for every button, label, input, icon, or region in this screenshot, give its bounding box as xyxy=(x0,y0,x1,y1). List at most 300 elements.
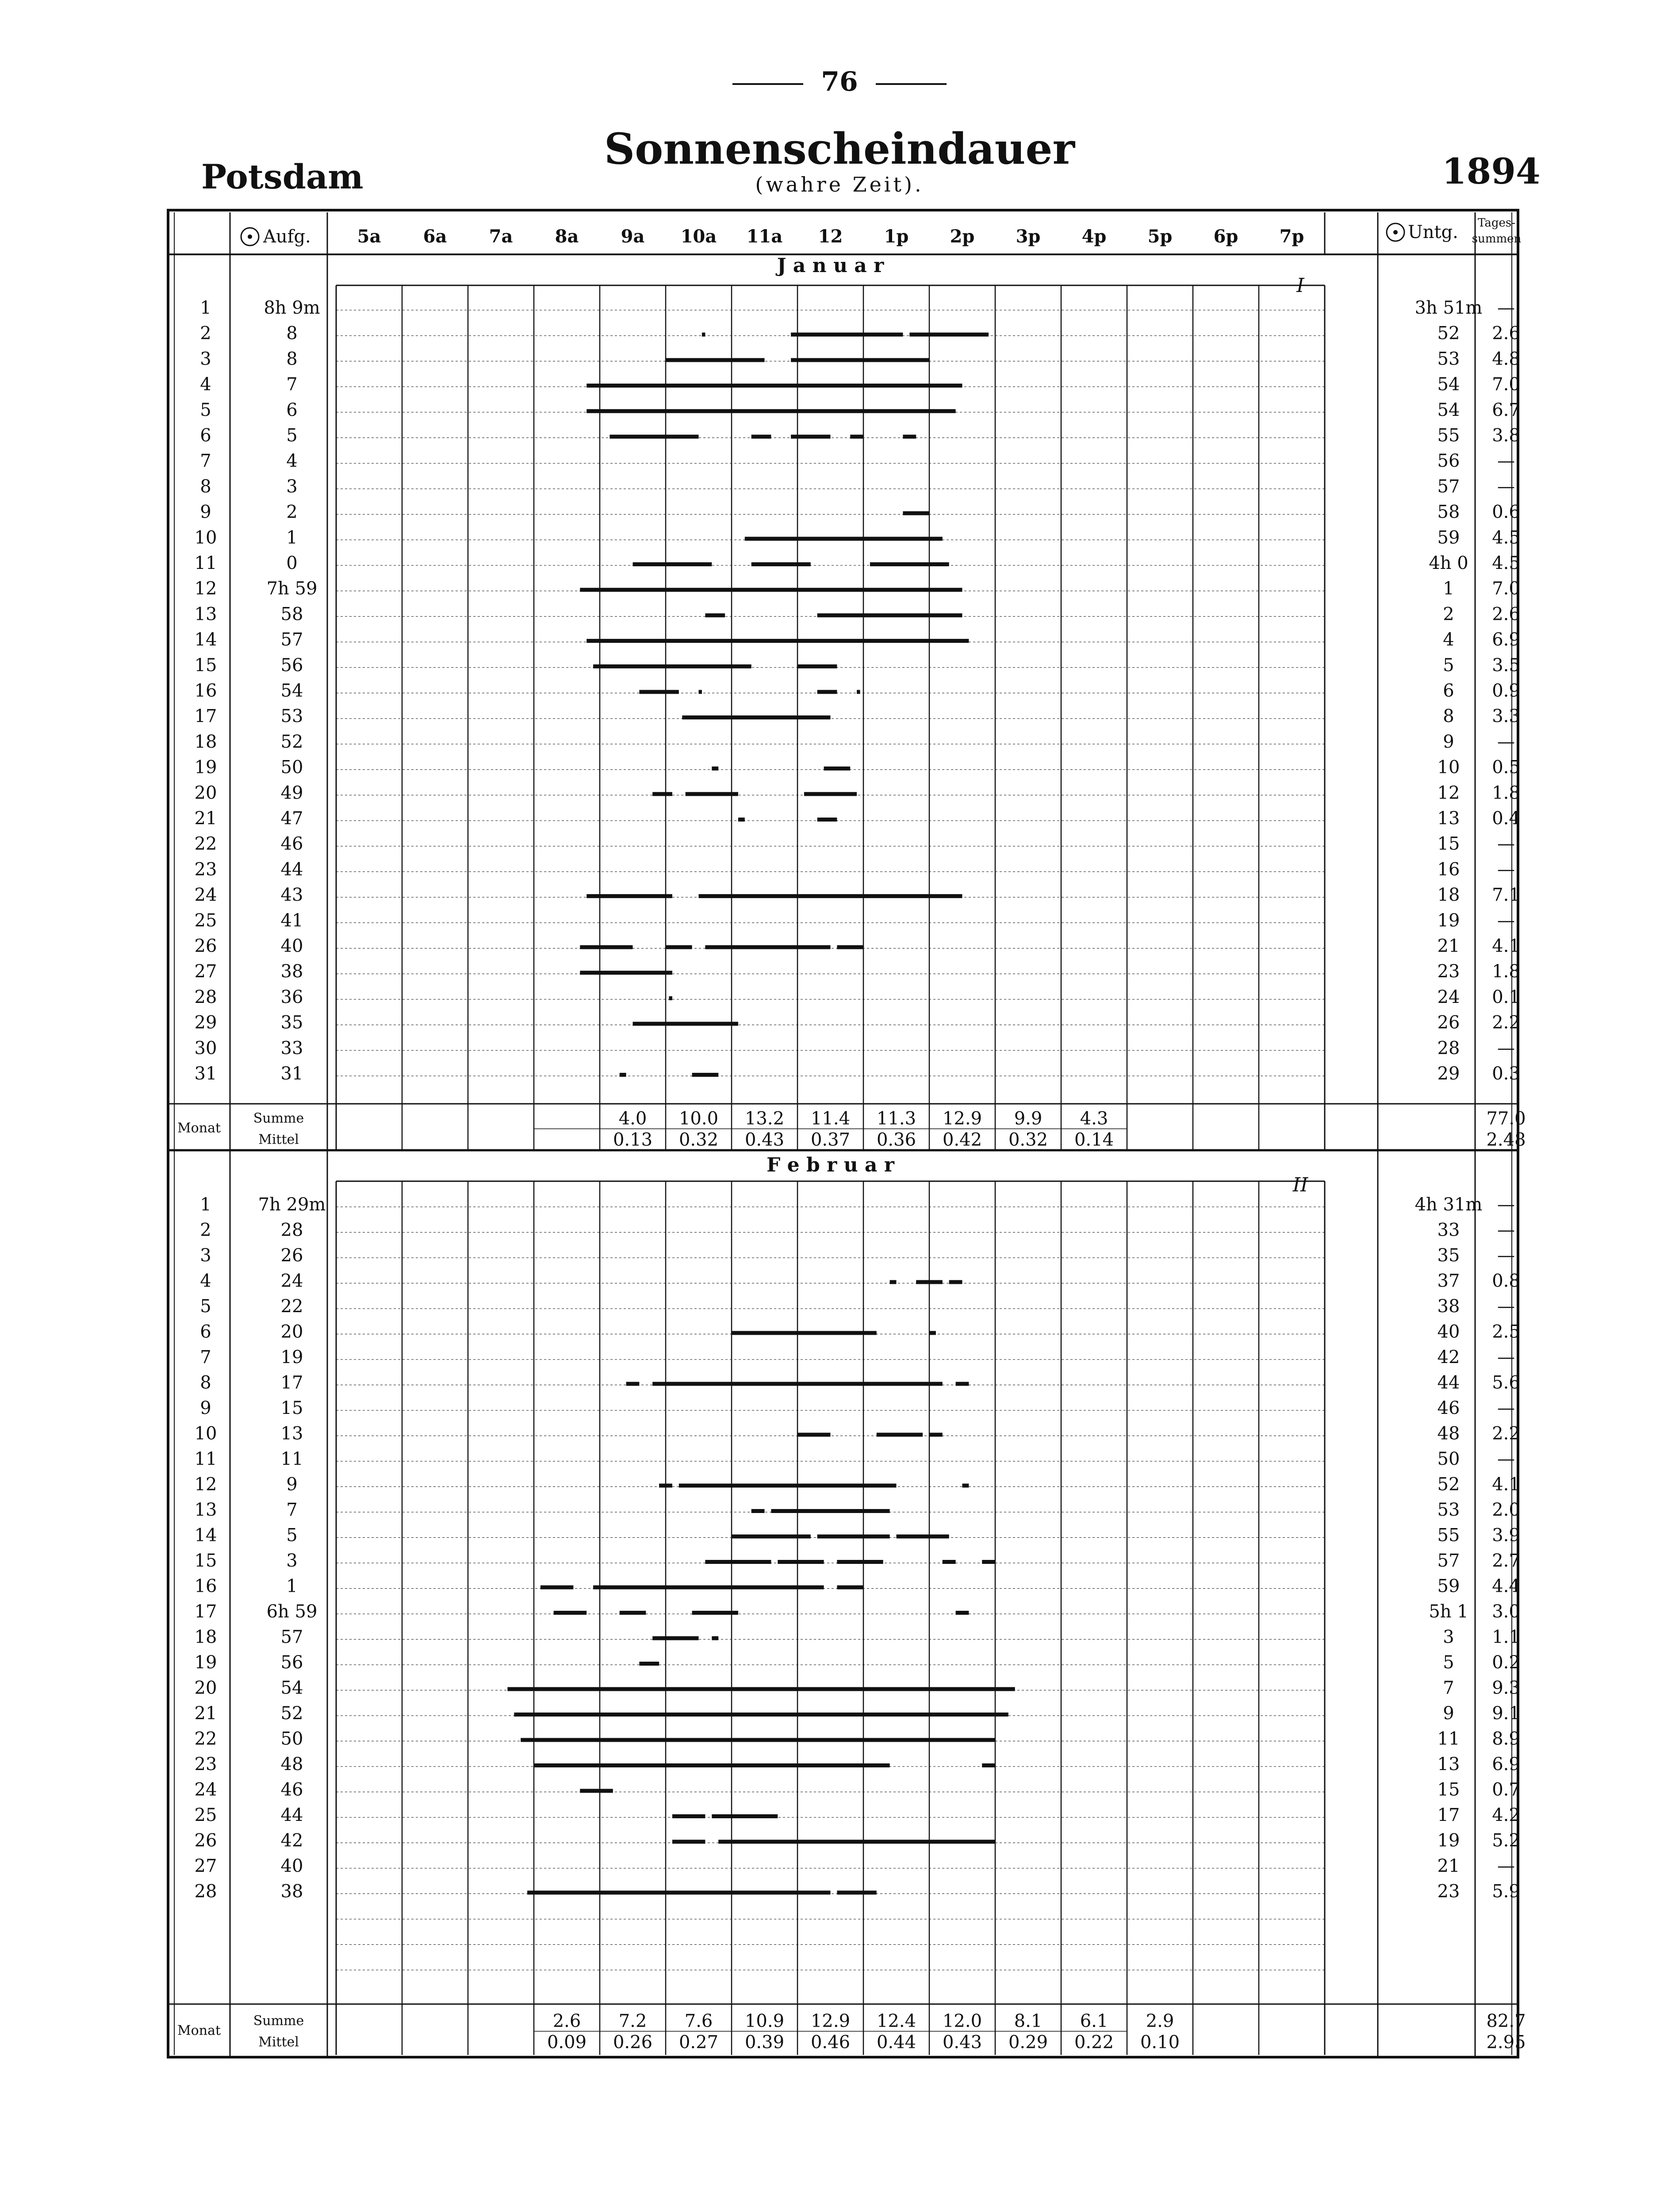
sunrise-time: 5 xyxy=(286,425,298,446)
sunshine-trace xyxy=(659,1484,672,1488)
sunshine-trace xyxy=(521,1738,995,1742)
sunshine-trace xyxy=(580,588,962,592)
day-number: 23 xyxy=(194,1754,217,1774)
daily-total: — xyxy=(1497,1220,1515,1240)
hourly-sum: 10.0 xyxy=(678,1108,719,1129)
sunrise-time: 8h 9m xyxy=(264,298,320,318)
sunrise-time: 41 xyxy=(280,910,303,931)
sunshine-trace xyxy=(837,1891,876,1895)
sunshine-trace xyxy=(672,1814,705,1818)
sunshine-trace xyxy=(514,1713,1008,1717)
sunset-time: 3 xyxy=(1443,1627,1454,1647)
daily-total: 0.1 xyxy=(1492,987,1520,1007)
daily-total: — xyxy=(1497,1398,1515,1418)
hourly-mean: 0.44 xyxy=(876,2032,916,2053)
sunrise-time: 2 xyxy=(286,502,298,522)
day-number: 21 xyxy=(194,808,217,829)
day-number: 17 xyxy=(194,1601,217,1622)
month-name: J a n u a r xyxy=(777,254,884,277)
hourly-sum: 10.9 xyxy=(744,2011,785,2032)
sunshine-trace xyxy=(666,358,765,362)
sun-symbol-icon xyxy=(1393,230,1398,234)
daily-total: 7.0 xyxy=(1492,374,1520,395)
hourly-mean: 0.22 xyxy=(1074,2032,1114,2053)
sunset-time: 16 xyxy=(1437,859,1460,880)
sunset-time: 42 xyxy=(1437,1347,1460,1367)
daily-total: 4.5 xyxy=(1492,527,1520,548)
day-number: 10 xyxy=(194,527,217,548)
sunshine-trace xyxy=(817,690,837,694)
daily-total: — xyxy=(1497,1347,1515,1367)
daily-total: 0.6 xyxy=(1492,502,1520,522)
hour-label-9a: 9a xyxy=(621,226,645,247)
hour-label-4p: 4p xyxy=(1081,226,1107,247)
sunset-time: 4 xyxy=(1443,630,1454,650)
sunset-time: 37 xyxy=(1437,1271,1460,1291)
hourly-sum: 11.3 xyxy=(876,1108,916,1129)
sunshine-trace xyxy=(751,1509,765,1513)
hourly-mean: 0.43 xyxy=(942,2032,982,2053)
daily-total: 2.6 xyxy=(1492,323,1520,344)
sunshine-trace xyxy=(705,945,830,949)
day-number: 1 xyxy=(200,298,211,318)
sunset-time: 55 xyxy=(1437,425,1460,446)
sunshine-trace xyxy=(586,384,962,388)
sunrise-time: 11 xyxy=(280,1449,303,1469)
daily-total: — xyxy=(1497,1194,1515,1215)
hourly-mean: 0.26 xyxy=(613,2032,653,2053)
daily-total: — xyxy=(1497,859,1515,880)
sunset-time: 6 xyxy=(1443,680,1454,701)
sunrise-time: 43 xyxy=(280,885,303,906)
sunshine-trace xyxy=(817,613,962,617)
sunrise-time: 56 xyxy=(280,1652,303,1673)
sunshine-trace xyxy=(909,333,989,337)
sunshine-trace xyxy=(699,894,962,898)
sun-symbol-icon xyxy=(248,234,252,239)
sunrise-time: 46 xyxy=(280,833,303,854)
daily-total: 6.7 xyxy=(1492,399,1520,420)
sunshine-trace xyxy=(956,1611,969,1615)
day-number: 6 xyxy=(200,1321,211,1342)
day-number: 2 xyxy=(200,323,211,344)
day-number: 6 xyxy=(200,425,211,446)
hourly-mean: 0.39 xyxy=(744,2032,785,2053)
daily-total: 5.9 xyxy=(1492,1881,1520,1902)
hourly-sum: 9.9 xyxy=(1014,1108,1043,1129)
daily-total: 4.4 xyxy=(1492,1576,1520,1597)
hourly-mean: 0.32 xyxy=(678,1129,719,1150)
hour-label-12: 12 xyxy=(818,226,843,247)
sunshine-trace xyxy=(540,1586,574,1590)
day-number: 14 xyxy=(194,630,217,650)
day-number: 18 xyxy=(194,1627,217,1647)
sunshine-trace xyxy=(732,1331,877,1335)
day-number: 10 xyxy=(194,1423,217,1444)
sunshine-trace xyxy=(962,1484,969,1488)
day-number: 16 xyxy=(194,1576,217,1597)
sunrise-time: 15 xyxy=(280,1398,303,1418)
sunset-time: 18 xyxy=(1437,885,1460,906)
sunrise-time: 7 xyxy=(286,374,298,395)
sunset-time: 4h 0 xyxy=(1429,553,1468,573)
sunset-time: 28 xyxy=(1437,1038,1460,1059)
sunset-time: 46 xyxy=(1437,1398,1460,1418)
day-number: 3 xyxy=(200,349,211,369)
sunshine-trace xyxy=(797,664,837,668)
sunshine-trace xyxy=(771,1509,889,1513)
day-number: 26 xyxy=(194,1830,217,1851)
sunrise-time: 9 xyxy=(286,1474,298,1495)
hour-label-11a: 11a xyxy=(746,226,783,247)
day-number: 5 xyxy=(200,1296,211,1317)
sunset-time: 9 xyxy=(1443,1703,1454,1724)
daily-total: — xyxy=(1497,1245,1515,1266)
sunshine-trace xyxy=(702,333,705,337)
sunrise-time: 50 xyxy=(280,1728,303,1749)
sunshine-trace xyxy=(633,562,712,566)
hourly-sum: 2.9 xyxy=(1146,2011,1174,2032)
hourly-mean: 0.37 xyxy=(810,1129,851,1150)
sunshine-trace xyxy=(712,1814,778,1818)
sunset-time: 12 xyxy=(1437,783,1460,803)
day-number: 18 xyxy=(194,731,217,752)
sunrise-time: 31 xyxy=(280,1064,303,1084)
daily-total: 5.6 xyxy=(1492,1372,1520,1393)
daily-total: 0.4 xyxy=(1492,808,1520,829)
day-number: 15 xyxy=(194,1551,217,1571)
day-number: 5 xyxy=(200,399,211,420)
sunset-time: 21 xyxy=(1437,936,1460,956)
day-number: 30 xyxy=(194,1038,217,1059)
hourly-sum: 13.2 xyxy=(744,1108,785,1129)
daily-total: 2.6 xyxy=(1492,604,1520,625)
month-sum: 77.0 xyxy=(1486,1108,1526,1129)
day-number: 28 xyxy=(194,1881,217,1902)
sunset-time: 3h 51m xyxy=(1414,298,1483,318)
day-number: 29 xyxy=(194,1012,217,1033)
month-mean: 2.48 xyxy=(1486,1129,1526,1150)
hour-label-6p: 6p xyxy=(1213,226,1238,247)
day-number: 11 xyxy=(194,1449,217,1469)
sunrise-time: 49 xyxy=(280,783,303,803)
hourly-sum: 12.9 xyxy=(810,2011,851,2032)
month-mean: 2.95 xyxy=(1486,2032,1526,2053)
sunrise-time: 0 xyxy=(286,553,298,573)
sunshine-trace xyxy=(903,435,916,439)
sunshine-trace xyxy=(692,1611,738,1615)
hourly-sum: 12.9 xyxy=(942,1108,982,1129)
label-summe: Summe xyxy=(253,2013,304,2029)
sunset-time: 5h 1 xyxy=(1429,1601,1468,1622)
sunset-time: 56 xyxy=(1437,451,1460,472)
sunshine-trace xyxy=(712,1636,718,1640)
sunrise-time: 1 xyxy=(286,527,298,548)
sunshine-trace xyxy=(692,1073,719,1077)
hour-label-5a: 5a xyxy=(357,226,381,247)
day-number: 16 xyxy=(194,680,217,701)
day-number: 9 xyxy=(200,502,211,522)
sunshine-trace xyxy=(791,435,830,439)
sunrise-time: 3 xyxy=(286,476,298,497)
sunshine-trace xyxy=(738,818,745,822)
sunset-time: 55 xyxy=(1437,1525,1460,1546)
sunset-time: 40 xyxy=(1437,1321,1460,1342)
sunrise-time: 44 xyxy=(280,859,303,880)
daily-total: 3.9 xyxy=(1492,1525,1520,1546)
day-number: 7 xyxy=(200,451,211,472)
day-number: 13 xyxy=(194,1500,217,1520)
month-sum: 82.7 xyxy=(1486,2011,1526,2032)
hourly-sum: 12.0 xyxy=(942,2011,982,2032)
hourly-mean: 0.46 xyxy=(810,2032,851,2053)
hourly-mean: 0.43 xyxy=(744,1129,785,1150)
sunshine-trace xyxy=(712,767,718,771)
daily-total: 8.9 xyxy=(1492,1728,1520,1749)
sunshine-trace xyxy=(797,1433,831,1437)
sunshine-trace xyxy=(903,511,929,515)
sunrise-time: 19 xyxy=(280,1347,303,1367)
daily-total: — xyxy=(1497,1038,1515,1059)
day-number: 27 xyxy=(194,1856,217,1876)
sunshine-trace xyxy=(593,1586,824,1590)
day-number: 8 xyxy=(200,476,211,497)
month-roman-numeral: I xyxy=(1296,274,1304,297)
sunset-time: 7 xyxy=(1443,1678,1454,1698)
sunshine-trace xyxy=(718,1840,995,1844)
sunshine-trace xyxy=(949,1280,962,1284)
daily-total: 4.2 xyxy=(1492,1805,1520,1825)
sunset-time: 1 xyxy=(1443,578,1454,599)
sunshine-trace xyxy=(580,971,672,975)
day-number: 19 xyxy=(194,757,217,778)
hourly-mean: 0.14 xyxy=(1074,1129,1114,1150)
sunrise-time: 53 xyxy=(280,706,303,727)
sunrise-time: 52 xyxy=(280,731,303,752)
daily-total: 2.0 xyxy=(1492,1500,1520,1520)
sunset-time: 15 xyxy=(1437,833,1460,854)
sunshine-trace xyxy=(956,1382,969,1386)
day-number: 4 xyxy=(200,1271,211,1291)
daily-total: 3.5 xyxy=(1492,655,1520,676)
sunrise-time: 40 xyxy=(280,1856,303,1876)
sunshine-trace xyxy=(652,1382,943,1386)
sunrise-time: 6h 59 xyxy=(266,1601,318,1622)
sunshine-trace xyxy=(824,767,851,771)
daily-total: 4.5 xyxy=(1492,553,1520,573)
sunrise-time: 13 xyxy=(280,1423,303,1444)
sunset-time: 54 xyxy=(1437,374,1460,395)
daily-total: — xyxy=(1497,298,1515,318)
sunshine-trace xyxy=(527,1891,830,1895)
daily-total: 2.5 xyxy=(1492,1321,1520,1342)
hour-label-2p: 2p xyxy=(950,226,975,247)
day-number: 20 xyxy=(194,1678,217,1698)
sunshine-trace xyxy=(652,1636,698,1640)
sunshine-trace xyxy=(593,664,751,668)
hour-label-7a: 7a xyxy=(489,226,513,247)
hourly-mean: 0.42 xyxy=(942,1129,982,1150)
sunset-time: 52 xyxy=(1437,1474,1460,1495)
sunset-time: 13 xyxy=(1437,808,1460,829)
sunshine-trace xyxy=(982,1560,995,1564)
year-label: 1894 xyxy=(1442,150,1541,192)
hour-label-5p: 5p xyxy=(1147,226,1173,247)
sunset-time: 58 xyxy=(1437,502,1460,522)
hourly-sum: 11.4 xyxy=(810,1108,851,1129)
sunshine-trace xyxy=(633,1022,738,1026)
daily-total: — xyxy=(1497,731,1515,752)
sunshine-trace xyxy=(751,435,771,439)
sunshine-trace xyxy=(791,358,929,362)
sunrise-time: 6 xyxy=(286,399,298,420)
sunshine-trace xyxy=(732,1535,811,1539)
sunset-time: 23 xyxy=(1437,1881,1460,1902)
day-number: 26 xyxy=(194,936,217,956)
sunshine-trace xyxy=(699,690,702,694)
month-roman-numeral: II xyxy=(1292,1174,1308,1196)
sunshine-trace xyxy=(837,1586,863,1590)
sunshine-trace xyxy=(982,1763,995,1767)
sunshine-trace xyxy=(679,1484,897,1488)
daily-total: 1.1 xyxy=(1492,1627,1520,1647)
daily-total: 6.9 xyxy=(1492,1754,1520,1774)
sunset-time: 35 xyxy=(1437,1245,1460,1266)
daily-total: 2.2 xyxy=(1492,1012,1520,1033)
sunrise-time: 38 xyxy=(280,961,303,982)
sunset-time: 17 xyxy=(1437,1805,1460,1825)
sunshine-trace xyxy=(817,1535,890,1539)
daily-total: 3.3 xyxy=(1492,706,1520,727)
sunset-time: 24 xyxy=(1437,987,1460,1007)
hour-label-3p: 3p xyxy=(1016,226,1041,247)
hourly-mean: 0.29 xyxy=(1008,2032,1048,2053)
sunset-time: 5 xyxy=(1443,655,1454,676)
hourly-sum: 8.1 xyxy=(1014,2011,1043,2032)
daily-total: 2.7 xyxy=(1492,1551,1520,1571)
sunshine-trace xyxy=(890,1280,897,1284)
sunshine-trace xyxy=(626,1382,640,1386)
sunrise-time: 57 xyxy=(280,1627,303,1647)
sunrise-time: 40 xyxy=(280,936,303,956)
daily-total: — xyxy=(1497,1296,1515,1317)
daily-total: 4.1 xyxy=(1492,1474,1520,1495)
day-number: 22 xyxy=(194,1728,217,1749)
hourly-mean: 0.32 xyxy=(1008,1129,1048,1150)
hourly-sum: 7.6 xyxy=(684,2011,713,2032)
sunshine-trace xyxy=(751,562,811,566)
sunshine-trace xyxy=(791,333,903,337)
sunset-time: 19 xyxy=(1437,1830,1460,1851)
sunshine-trace xyxy=(837,945,863,949)
day-number: 9 xyxy=(200,1398,211,1418)
daily-total: 0.5 xyxy=(1492,757,1520,778)
label-monat: Monat xyxy=(177,2023,221,2039)
sunset-time: 26 xyxy=(1437,1012,1460,1033)
sunrise-time: 28 xyxy=(280,1220,303,1240)
daily-total: — xyxy=(1497,833,1515,854)
hour-label-8a: 8a xyxy=(555,226,579,247)
sunshine-trace xyxy=(639,690,678,694)
sunset-time: 54 xyxy=(1437,399,1460,420)
hourly-mean: 0.10 xyxy=(1140,2032,1180,2053)
sunset-time: 29 xyxy=(1437,1064,1460,1084)
daily-total: — xyxy=(1497,476,1515,497)
sunset-time: 10 xyxy=(1437,757,1460,778)
daily-total: 5.2 xyxy=(1492,1830,1520,1851)
sunshine-trace xyxy=(929,1331,936,1335)
sunrise-time: 8 xyxy=(286,323,298,344)
sunshine-trace xyxy=(586,894,672,898)
sunset-time: 8 xyxy=(1443,706,1454,727)
sunrise-time: 56 xyxy=(280,655,303,676)
sunshine-trace xyxy=(580,1789,613,1793)
sunrise-time: 5 xyxy=(286,1525,298,1546)
day-number: 24 xyxy=(194,885,217,906)
sunset-time: 48 xyxy=(1437,1423,1460,1444)
sunrise-time: 38 xyxy=(280,1881,303,1902)
day-number: 12 xyxy=(194,1474,217,1495)
sunshine-trace xyxy=(877,1433,923,1437)
hour-label-7p: 7p xyxy=(1279,226,1304,247)
daily-total: 4.8 xyxy=(1492,349,1520,369)
sunset-time: 52 xyxy=(1437,323,1460,344)
day-number: 7 xyxy=(200,1347,211,1367)
daily-total: — xyxy=(1497,1856,1515,1876)
hour-label-1p: 1p xyxy=(884,226,909,247)
day-number: 13 xyxy=(194,604,217,625)
sunset-time: 21 xyxy=(1437,1856,1460,1876)
day-number: 8 xyxy=(200,1372,211,1393)
column-header-tages: Tages- xyxy=(1478,216,1515,230)
sunshine-trace xyxy=(682,715,830,719)
column-header-summen: summen xyxy=(1472,232,1522,246)
hourly-sum: 7.2 xyxy=(618,2011,647,2032)
label-mittel: Mittel xyxy=(258,2034,299,2050)
hour-label-6a: 6a xyxy=(423,226,447,247)
daily-total: 1.8 xyxy=(1492,961,1520,982)
sunrise-time: 33 xyxy=(280,1038,303,1059)
hourly-mean: 0.36 xyxy=(876,1129,916,1150)
sunrise-time: 44 xyxy=(280,1805,303,1825)
daily-total: 4.1 xyxy=(1492,936,1520,956)
sunshine-trace xyxy=(586,409,955,413)
day-number: 19 xyxy=(194,1652,217,1673)
daily-total: 9.3 xyxy=(1492,1678,1520,1698)
day-number: 23 xyxy=(194,859,217,880)
day-number: 25 xyxy=(194,1805,217,1825)
sunset-time: 59 xyxy=(1437,527,1460,548)
sunrise-time: 3 xyxy=(286,1551,298,1571)
sunshine-trace xyxy=(580,945,632,949)
day-number: 20 xyxy=(194,783,217,803)
sunshine-trace xyxy=(943,1560,956,1564)
sunshine-trace xyxy=(686,792,738,796)
sunshine-trace xyxy=(507,1687,1015,1691)
label-summe: Summe xyxy=(253,1110,304,1126)
sunset-time: 53 xyxy=(1437,349,1460,369)
sunset-time: 57 xyxy=(1437,476,1460,497)
sunshine-trace xyxy=(778,1560,824,1564)
sunrise-time: 36 xyxy=(280,987,303,1007)
sunset-time: 9 xyxy=(1443,731,1454,752)
sunrise-time: 7h 29m xyxy=(258,1194,326,1215)
sunshine-trace xyxy=(916,1280,943,1284)
daily-total: — xyxy=(1497,451,1515,472)
sunrise-time: 8 xyxy=(286,349,298,369)
sunrise-time: 54 xyxy=(280,1678,303,1698)
sunset-time: 33 xyxy=(1437,1220,1460,1240)
